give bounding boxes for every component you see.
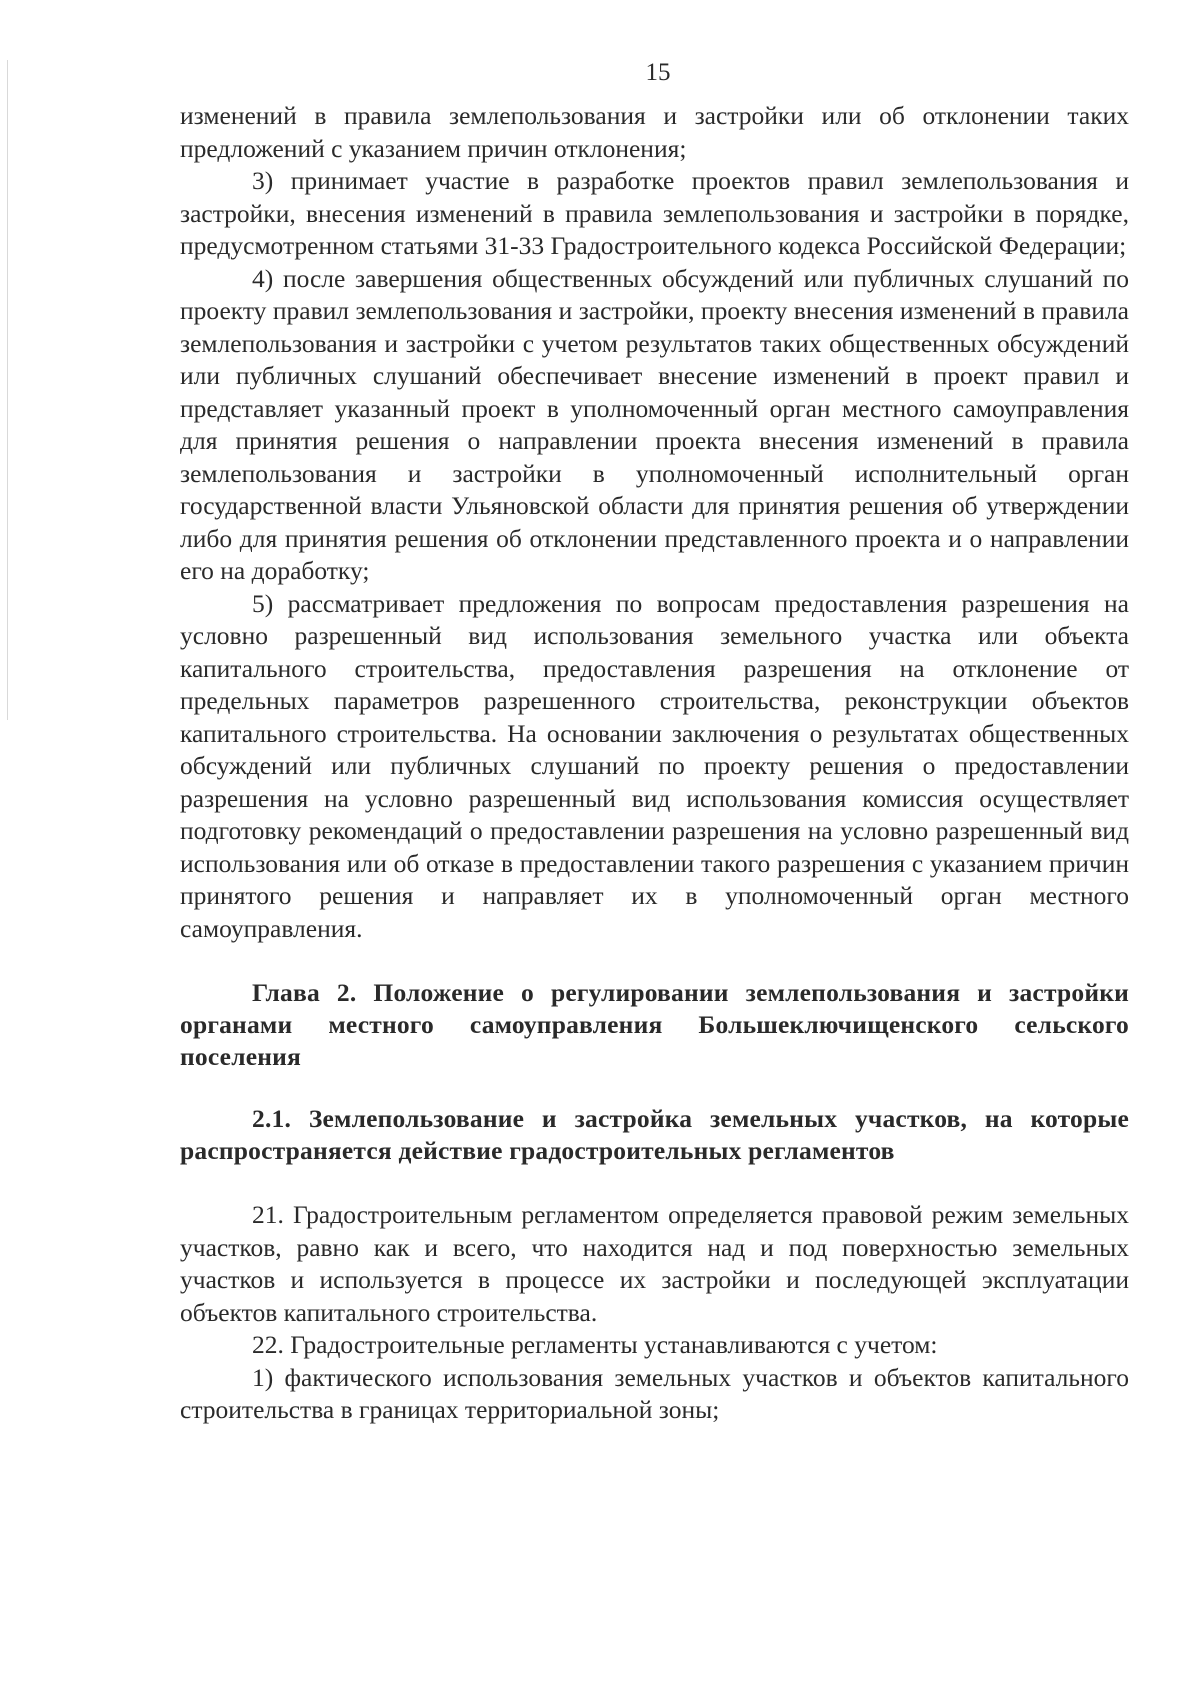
paragraph-22-item-1: 1) фактического использования земельных участков и объектов капитального строительства в границах территориальной зоны; — [180, 1362, 1129, 1424]
document-page — [180, 58, 1129, 1427]
spacer — [180, 1167, 1129, 1199]
paragraph-22: 22. Градостроительные регламенты устанавливаются с учетом: — [252, 1330, 938, 1359]
paragraph-continuation: изменений в правила землепользования и застройки или об отклонении таких предложений с указанием причин отклонения; — [180, 101, 1129, 163]
paragraph-item-3: 3) принимает участие в разработке проектов правил землепользования и застройки, внесения изменений в правила землепользования и застройки в порядке, предусмотренном статьями 31-33 Градостроительного кодекса Российской Федерации; — [180, 166, 1129, 260]
paragraph-21: 21. Градостроительным регламентом определяется правовой режим земельных участков, равно как и всего, что находится над и под поверхностью земельных участков и используется в процессе их застройки и последующей эксплуатации объектов капитального строительства. — [180, 1200, 1129, 1327]
section-heading: 2.1. Землепользование и застройка земельных участков, на которые распространяется действие градостроительных регламентов — [180, 1104, 1129, 1165]
scan-edge-line — [7, 60, 8, 720]
page-number: 15 — [645, 59, 671, 86]
paragraph-item-4: 4) после завершения общественных обсуждений или публичных слушаний по проекту правил землепользования и застройки, проекту внесения изменений в правила землепользования и застройки с учетом результатов таких общественных обсуждений или публичных слушаний обеспечивает внесение изменений в проект правил и представляет указанный проект в уполномоченный орган местного самоуправления для принятия решения о направлении проекта внесения изменений в правила землепользования и застройки в уполномоченный исполнительный орган государственной власти Ульяновской области для принятия решения об утверждении либо для принятия решения об отклонении представленного проекта и о направлении его на доработку; — [180, 263, 1129, 585]
chapter-heading: Глава 2. Положение о регулировании землепользования и застройки органами местного самоуправления Большеключищенского сельского поселения — [180, 978, 1129, 1071]
spacer — [180, 1073, 1129, 1103]
paragraph-item-5: 5) рассматривает предложения по вопросам предоставления разрешения на условно разрешенный вид использования земельного участка или объекта капитального строительства, предоставления разрешения на отклонение от предельных параметров разрешенного строительства, реконструкции объектов капитального строительства. На основании заключения о результатах общественных обсуждений или публичных слушаний по проекту решения о предоставлении разрешения на условно разрешенный вид использования комиссия осуществляет подготовку рекомендаций о предоставлении разрешения на условно разрешенный вид использования или об отказе в предоставлении такого разрешения с указанием причин принятого решения и направляет их в уполномоченный орган местного самоуправления. — [180, 588, 1129, 943]
spacer — [180, 945, 1129, 977]
